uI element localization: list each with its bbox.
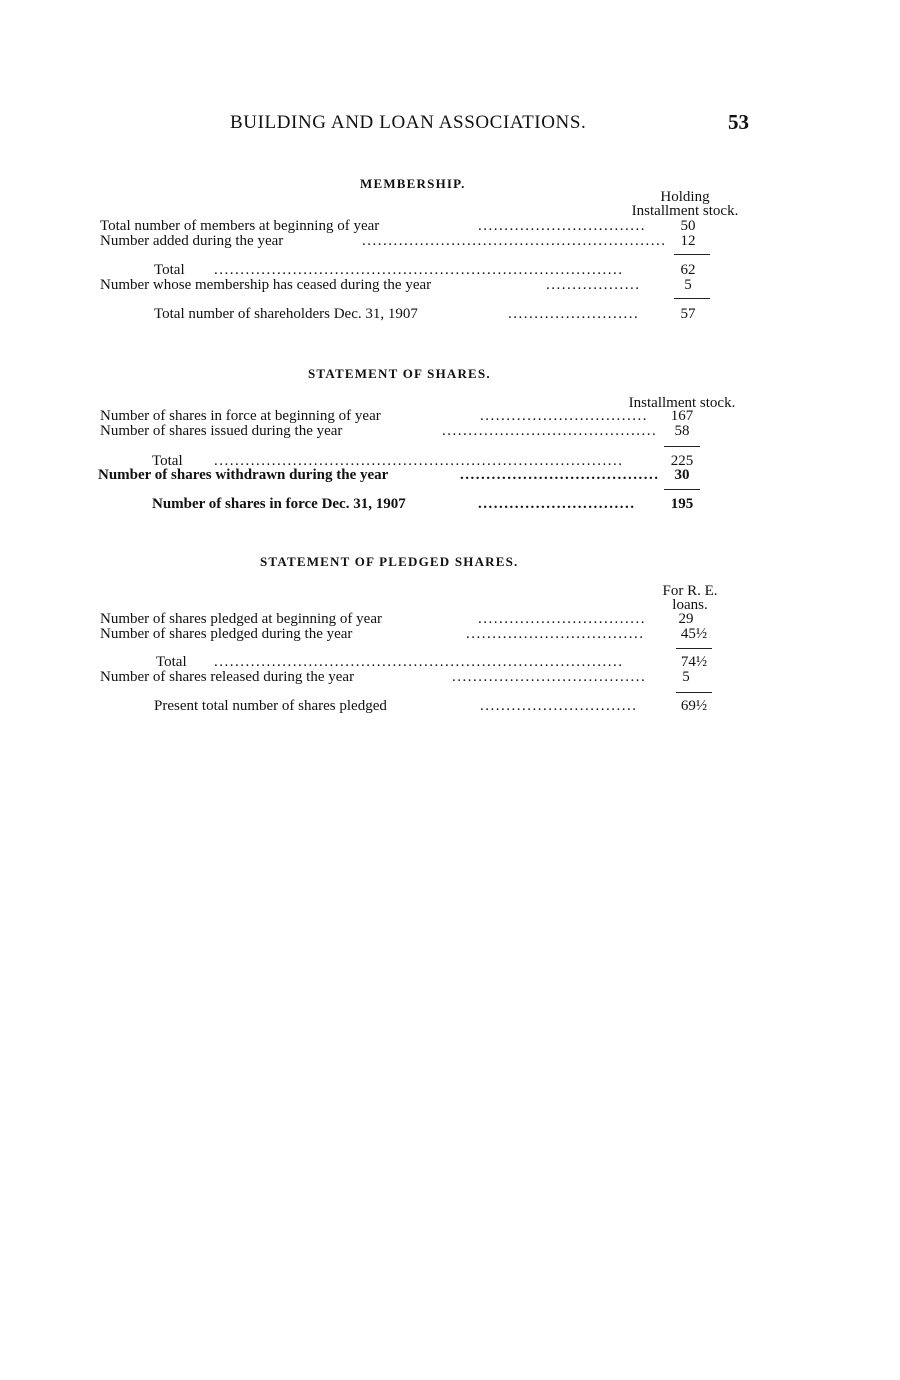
column-header-line: loans.: [672, 597, 708, 613]
sum-rule: [674, 298, 710, 299]
row-value: 12: [680, 233, 696, 249]
leader-dots: ................................: [478, 218, 646, 234]
row-value: 57: [680, 306, 696, 322]
row-label: Number of shares pledged at beginning of year: [100, 611, 382, 627]
row-label: Number whose membership has ceased during the year: [100, 277, 432, 293]
row-label: Total number of members at beginning of year: [100, 218, 380, 234]
row-value: 225: [670, 453, 694, 469]
table-row: [0, 698, 900, 714]
leader-dots: ..............................................................................: [214, 654, 624, 670]
row-label: Number of shares issued during the year: [100, 423, 343, 439]
row-label: Number of shares withdrawn during the year: [98, 467, 389, 483]
row-label: Present total number of shares pledged: [154, 698, 387, 714]
sum-rule: [674, 254, 710, 255]
table-row: [0, 669, 900, 685]
leader-dots: .........................................: [442, 423, 658, 439]
sum-rule: [676, 648, 712, 649]
row-value: 50: [680, 218, 696, 234]
table-row: [0, 233, 900, 249]
table-row: [0, 496, 900, 512]
sum-rule: [676, 692, 712, 693]
row-label: Number of shares in force Dec. 31, 1907: [152, 496, 406, 512]
row-value: 5: [684, 277, 692, 293]
leader-dots: ..................................: [466, 626, 645, 642]
table-row: [0, 277, 900, 293]
leader-dots: ..........................................................: [362, 233, 667, 249]
row-value: 45½: [680, 626, 708, 642]
row-label: Number of shares pledged during the year: [100, 626, 353, 642]
column-header-line: Holding: [660, 189, 710, 205]
leader-dots: ..............................: [480, 698, 638, 714]
sum-rule: [664, 489, 700, 490]
leader-dots: ......................................: [460, 467, 660, 483]
table-row: [0, 423, 900, 439]
section-title: STATEMENT OF SHARES.: [308, 366, 491, 381]
row-label: Total: [152, 453, 183, 469]
row-value: 29: [678, 611, 694, 627]
column-header-line: Installment stock.: [628, 395, 736, 411]
table-row: [0, 467, 900, 483]
leader-dots: ................................: [478, 611, 646, 627]
row-label: Total: [154, 262, 185, 278]
row-value: 167: [670, 408, 694, 424]
row-value: 74½: [680, 654, 708, 670]
column-header-line: Installment stock.: [631, 203, 739, 219]
section-title: STATEMENT OF PLEDGED SHARES.: [260, 554, 519, 569]
page-header: [0, 112, 900, 142]
leader-dots: .........................: [508, 306, 640, 322]
table-row: [0, 408, 900, 424]
table-row: [0, 611, 900, 627]
row-value: 58: [674, 423, 690, 439]
row-label: Number added during the year: [100, 233, 284, 249]
column-header-line: For R. E.: [662, 583, 718, 599]
row-value: 195: [670, 496, 694, 512]
row-value: 62: [680, 262, 696, 278]
sum-rule: [664, 446, 700, 447]
leader-dots: ..............................: [478, 496, 636, 512]
leader-dots: ..............................................................................: [214, 453, 624, 469]
section-title: MEMBERSHIP.: [360, 176, 466, 191]
leader-dots: ................................: [480, 408, 648, 424]
leader-dots: ..............................................................................: [214, 262, 624, 278]
running-title: BUILDING AND LOAN ASSOCIATIONS.: [230, 112, 587, 133]
column-header: [620, 584, 760, 612]
row-label: Number of shares in force at beginning of year: [100, 408, 381, 424]
row-label: Number of shares released during the year: [100, 669, 355, 685]
row-value: 5: [682, 669, 690, 685]
table-row: [0, 218, 900, 234]
row-label: Total number of shareholders Dec. 31, 1907: [154, 306, 418, 322]
table-row: [0, 654, 900, 670]
leader-dots: ..................: [546, 277, 641, 293]
row-value: 30: [674, 467, 690, 483]
column-header: [615, 190, 755, 218]
table-row: [0, 262, 900, 278]
row-label: Total: [156, 654, 187, 670]
row-value: 69½: [680, 698, 708, 714]
table-row: [0, 306, 900, 322]
leader-dots: .....................................: [452, 669, 647, 685]
page-number: 53: [728, 110, 749, 134]
table-row: [0, 626, 900, 642]
